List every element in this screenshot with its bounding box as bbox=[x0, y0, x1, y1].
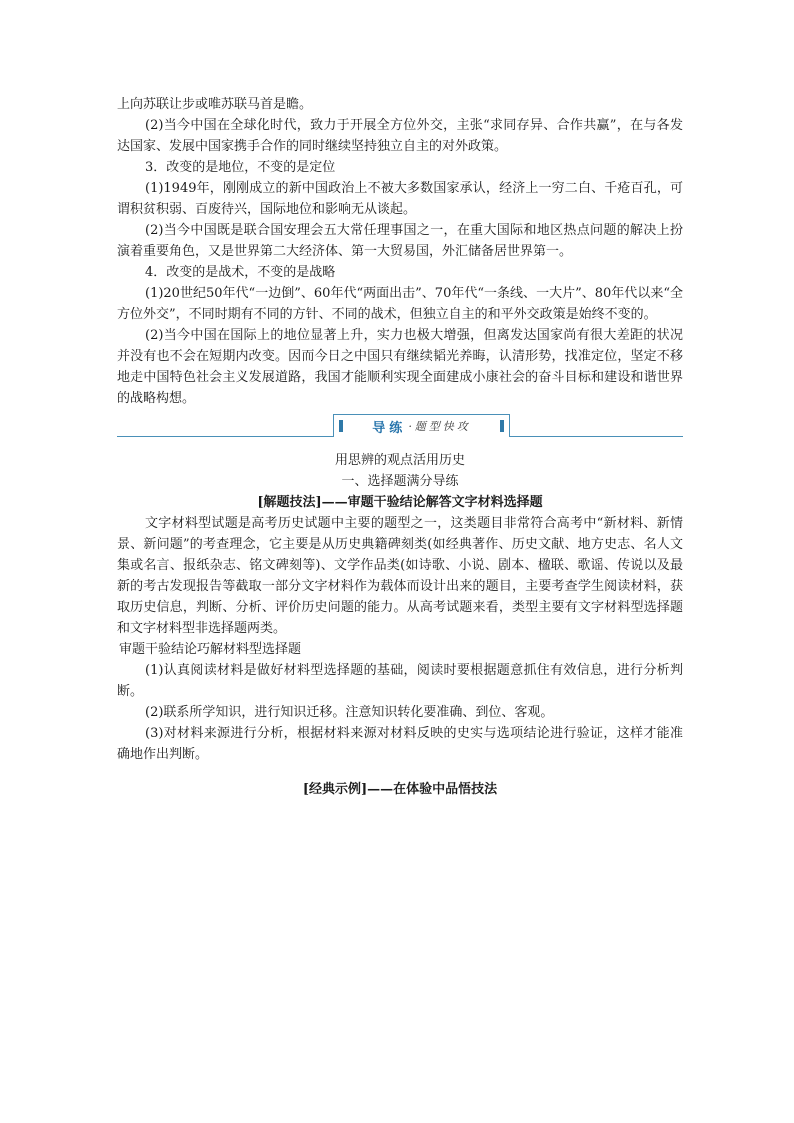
section-banner bbox=[117, 414, 683, 440]
banner-subtitle: ·题型快攻 bbox=[408, 420, 471, 433]
paragraph: (2)当今中国既是联合国安理会五大常任理事国之一，在重大国际和地区热点问题的解决上扮演着重要角色，又是世界第二大经济体、第一大贸易国，外汇储备居世界第一。 bbox=[117, 223, 683, 259]
paragraph: (2)联系所学知识，进行知识迁移。注意知识转化要准确、到位、客观。 bbox=[145, 705, 554, 720]
paragraph: (3)对材料来源进行分析，根据材料来源对材料反映的史实与选项结论进行验证，这样才能准确地作出判断。 bbox=[117, 726, 683, 762]
paragraph: (2)当今中国在全球化时代，致力于开展全方位外交，主张“求同存异、合作共赢”，在与各发达国家、发展中国家携手合作的同时继续坚持独立自主的对外政策。 bbox=[117, 118, 683, 154]
banner-bar-icon bbox=[339, 420, 343, 432]
paragraph: (1)20世纪50年代“一边倒”、60年代“两面出击”、70年代“一条线、一大片”、80年代以来“全方位外交”，不同时期有不同的方针、不同的战术，但独立自主的和平外交政策是始终不变的。 bbox=[117, 286, 683, 322]
example-heading: [经典示例]——在体验中品悟技法 bbox=[302, 782, 498, 797]
section-subtitle: 一、选择题满分导练 bbox=[341, 474, 459, 489]
method-title: 审题干验结论巧解材料型选择题 bbox=[119, 642, 302, 657]
section-heading: [解题技法]——审题干验结论解答文字材料选择题 bbox=[257, 495, 543, 510]
paragraph: (1)认真阅读材料是做好材料型选择题的基础，阅读时要根据题意抓住有效信息，进行分析判断。 bbox=[117, 663, 683, 699]
subheading-4: 4．改变的是战术，不变的是战略 bbox=[145, 265, 336, 280]
section-title: 用思辨的观点活用历史 bbox=[334, 453, 465, 468]
banner-tab bbox=[333, 414, 510, 437]
paragraph: (1)1949年，刚刚成立的新中国政治上不被大多数国家承认，经济上一穷二白、千疮百孔，可谓积贫积弱、百废待兴，国际地位和影响无从谈起。 bbox=[117, 181, 683, 217]
banner-bar-icon bbox=[500, 420, 504, 432]
subheading-3: 3．改变的是地位，不变的是定位 bbox=[145, 160, 336, 175]
paragraph: (2)当今中国在国际上的地位显著上升，实力也极大增强，但离发达国家尚有很大差距的状况并没有也不会在短期内改变。因而今日之中国只有继续韬光养晦，认清形势，找准定位，坚定不移地走中国特色社会主义发展道路，我国才能顺利实现全面建成小康社会的奋斗目标和建设和谐世界的战略构想。 bbox=[117, 328, 683, 406]
document-page bbox=[117, 94, 683, 800]
banner-title: 导练 bbox=[372, 420, 407, 436]
paragraph: 上向苏联让步或唯苏联马首是瞻。 bbox=[117, 97, 313, 112]
paragraph: 文字材料型试题是高考历史试题中主要的题型之一，这类题目非常符合高考中“新材料、新情景、新问题”的考查理念，它主要是从历史典籍碑刻类(如经典著作、历史文献、地方史志、名人文集或名言、报纸杂志、铭文碑刻等)、文学作品类(如诗歌、小说、剧本、楹联、歌谣、传说以及最新的考古发现报告等截取一部分文字材料作为载体而设计出来的题目，主要考查学生阅读材料，获取历史信息，判断、分析、评价历史问题的能力。从高考试题来看，类型主要有文字材料型选择题和文字材料型非选择题两类。 bbox=[117, 516, 683, 636]
